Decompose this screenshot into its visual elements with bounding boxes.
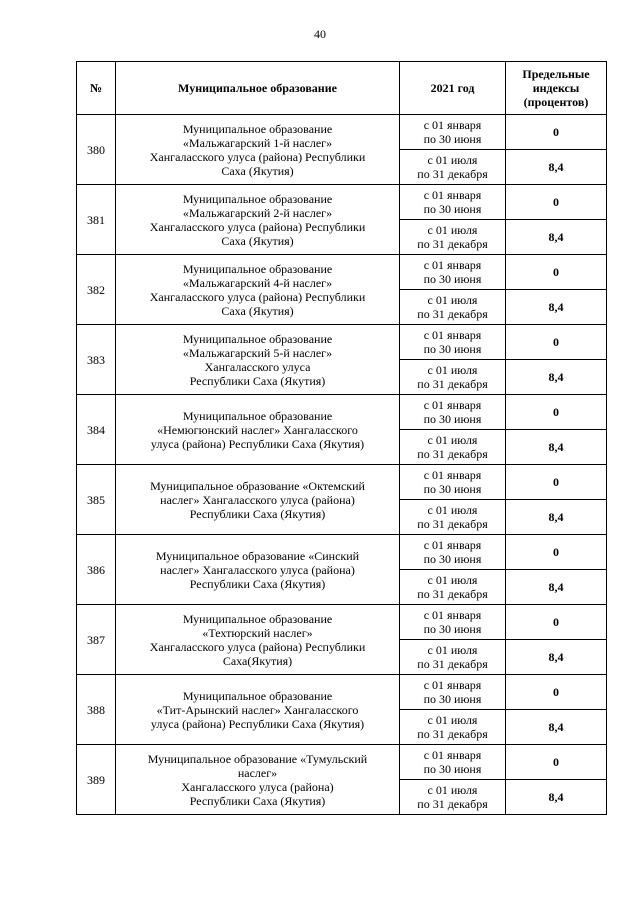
period-line: с 01 января — [423, 608, 482, 622]
municipality-name-line: Муниципальное образование «Октемский — [150, 478, 365, 493]
period-first-half — [400, 185, 506, 220]
municipality-name-line: Хангаласского улуса — [204, 359, 311, 374]
table-row — [77, 395, 607, 430]
period-second-half — [400, 290, 506, 325]
index-first-half: 0 — [506, 255, 607, 290]
header-index-line: индексы — [532, 81, 580, 95]
index-second-half: 8,4 — [506, 290, 607, 325]
period-line: с 01 июля — [427, 433, 478, 447]
table-row — [77, 605, 607, 640]
row-number: 384 — [77, 395, 116, 465]
tariff-index-table — [76, 61, 607, 815]
municipality-name-line: наслег» Хангаласского улуса (района) — [160, 492, 355, 507]
period-second-half — [400, 640, 506, 675]
period-line: с 01 июля — [427, 713, 478, 727]
table-row — [77, 255, 607, 290]
period-first-half — [400, 255, 506, 290]
period-line: с 01 января — [423, 398, 482, 412]
municipality-name-line: Саха (Якутия) — [221, 233, 294, 248]
period-line: с 01 июля — [427, 643, 478, 657]
table-row — [77, 465, 607, 500]
municipality-name — [116, 605, 400, 675]
municipality-name-line: Республики Саха (Якутия) — [189, 373, 326, 388]
period-first-half — [400, 395, 506, 430]
municipality-name-line: Хангаласского улуса (района) Республики — [149, 149, 366, 164]
municipality-name-line: «Мальжагарский 4-й наслег» — [182, 275, 333, 290]
municipality-name — [116, 255, 400, 325]
period-line: по 30 июня — [423, 552, 482, 566]
period-line: по 31 декабря — [417, 657, 488, 671]
period-second-half — [400, 500, 506, 535]
period-second-half — [400, 220, 506, 255]
row-number: 380 — [77, 115, 116, 185]
header-index-line: (процентов) — [523, 95, 589, 109]
row-number: 386 — [77, 535, 116, 605]
period-line: по 30 июня — [423, 692, 482, 706]
table-row — [77, 325, 607, 360]
period-line: с 01 января — [423, 538, 482, 552]
period-line: с 01 июля — [427, 153, 478, 167]
index-second-half: 8,4 — [506, 360, 607, 395]
period-line: по 31 декабря — [417, 517, 488, 531]
period-first-half — [400, 115, 506, 150]
municipality-name-line: Республики Саха (Якутия) — [189, 506, 326, 521]
period-line: с 01 июля — [427, 293, 478, 307]
period-line: по 31 декабря — [417, 727, 488, 741]
header-index — [506, 62, 607, 115]
period-line: с 01 января — [423, 678, 482, 692]
table-row — [77, 115, 607, 150]
period-line: по 31 декабря — [417, 587, 488, 601]
period-line: с 01 июля — [427, 223, 478, 237]
index-first-half: 0 — [506, 185, 607, 220]
period-line: с 01 июля — [427, 503, 478, 517]
period-line: по 31 декабря — [417, 377, 488, 391]
index-second-half: 8,4 — [506, 430, 607, 465]
header-year: 2021 год — [400, 62, 506, 115]
index-first-half: 0 — [506, 465, 607, 500]
municipality-name-line: «Мальжагарский 1-й наслег» — [182, 135, 333, 150]
municipality-name — [116, 185, 400, 255]
row-number: 381 — [77, 185, 116, 255]
municipality-name-line: улуса (района) Республики Саха (Якутия) — [150, 716, 365, 731]
table-row — [77, 745, 607, 780]
municipality-name-line: Хангаласского улуса (района) — [181, 779, 334, 794]
municipality-name-line: Муниципальное образование — [182, 688, 333, 703]
period-line: по 30 июня — [423, 412, 482, 426]
table-row — [77, 185, 607, 220]
index-second-half: 8,4 — [506, 640, 607, 675]
municipality-name-line: Хангаласского улуса (района) Республики — [149, 219, 366, 234]
municipality-name — [116, 745, 400, 815]
row-number: 389 — [77, 745, 116, 815]
municipality-name-line: Муниципальное образование — [182, 121, 333, 136]
municipality-name-line: «Мальжагарский 5-й наслег» — [182, 345, 333, 360]
municipality-name-line: Муниципальное образование «Синский — [155, 548, 360, 563]
period-line: с 01 января — [423, 748, 482, 762]
period-line: с 01 июля — [427, 573, 478, 587]
municipality-name — [116, 115, 400, 185]
period-first-half — [400, 605, 506, 640]
municipality-name — [116, 325, 400, 395]
index-second-half: 8,4 — [506, 570, 607, 605]
period-line: с 01 января — [423, 328, 482, 342]
period-first-half — [400, 535, 506, 570]
page-number: 40 — [314, 27, 326, 41]
index-second-half: 8,4 — [506, 220, 607, 255]
table-row — [77, 535, 607, 570]
municipality-name — [116, 675, 400, 745]
period-line: с 01 января — [423, 258, 482, 272]
index-first-half: 0 — [506, 605, 607, 640]
municipality-name-line: Муниципальное образование — [182, 331, 333, 346]
index-first-half: 0 — [506, 395, 607, 430]
municipality-name-line: Муниципальное образование — [182, 261, 333, 276]
period-line: по 31 декабря — [417, 307, 488, 321]
index-first-half: 0 — [506, 115, 607, 150]
row-number: 385 — [77, 465, 116, 535]
period-line: по 30 июня — [423, 132, 482, 146]
period-second-half — [400, 710, 506, 745]
period-line: по 31 декабря — [417, 167, 488, 181]
period-line: с 01 июля — [427, 363, 478, 377]
period-second-half — [400, 570, 506, 605]
municipality-name — [116, 535, 400, 605]
period-line: по 30 июня — [423, 482, 482, 496]
table-row — [77, 675, 607, 710]
period-line: с 01 января — [423, 188, 482, 202]
municipality-name-line: наслег» Хангаласского улуса (района) — [160, 562, 355, 577]
municipality-name-line: «Тит-Арынский наслег» Хангаласского — [156, 702, 359, 717]
period-second-half — [400, 360, 506, 395]
row-number: 382 — [77, 255, 116, 325]
index-first-half: 0 — [506, 325, 607, 360]
index-second-half: 8,4 — [506, 780, 607, 815]
period-line: по 30 июня — [423, 272, 482, 286]
period-first-half — [400, 465, 506, 500]
municipality-name-line: улуса (района) Республики Саха (Якутия) — [150, 436, 365, 451]
header-municipality: Муниципальное образование — [116, 62, 400, 115]
municipality-name — [116, 395, 400, 465]
municipality-name — [116, 465, 400, 535]
period-line: с 01 января — [423, 118, 482, 132]
table-header-row — [77, 62, 607, 115]
index-first-half: 0 — [506, 745, 607, 780]
period-first-half — [400, 325, 506, 360]
row-number: 388 — [77, 675, 116, 745]
municipality-name-line: «Техтюрский наслег» — [202, 625, 313, 640]
municipality-name-line: Муниципальное образование — [182, 611, 333, 626]
index-second-half: 8,4 — [506, 710, 607, 745]
period-line: по 31 декабря — [417, 797, 488, 811]
index-first-half: 0 — [506, 535, 607, 570]
municipality-name-line: Саха (Якутия) — [221, 303, 294, 318]
period-line: по 31 декабря — [417, 447, 488, 461]
municipality-name-line: Хангаласского улуса (района) Республики — [149, 639, 366, 654]
row-number: 387 — [77, 605, 116, 675]
municipality-name-line: Муниципальное образование — [182, 191, 333, 206]
municipality-name-line: Республики Саха (Якутия) — [189, 576, 326, 591]
header-index-line: Предельные — [522, 67, 590, 81]
period-line: по 30 июня — [423, 202, 482, 216]
municipality-name-line: Саха(Якутия) — [222, 653, 293, 668]
period-second-half — [400, 780, 506, 815]
period-second-half — [400, 430, 506, 465]
period-line: с 01 января — [423, 468, 482, 482]
municipality-name-line: «Мальжагарский 2-й наслег» — [182, 205, 333, 220]
period-line: по 31 декабря — [417, 237, 488, 251]
index-second-half: 8,4 — [506, 500, 607, 535]
period-line: по 30 июня — [423, 622, 482, 636]
period-line: по 30 июня — [423, 762, 482, 776]
municipality-name-line: Муниципальное образование «Тумульский — [147, 751, 368, 766]
header-number: № — [77, 62, 116, 115]
municipality-name-line: «Немюгюнский наслег» Хангаласского — [157, 422, 358, 437]
municipality-name-line: Хангаласского улуса (района) Республики — [149, 289, 366, 304]
municipality-name-line: Саха (Якутия) — [221, 163, 294, 178]
municipality-name-line: Республики Саха (Якутия) — [189, 793, 326, 808]
period-first-half — [400, 745, 506, 780]
index-first-half: 0 — [506, 675, 607, 710]
period-second-half — [400, 150, 506, 185]
municipality-name-line: Муниципальное образование — [182, 408, 333, 423]
period-first-half — [400, 675, 506, 710]
table-body — [77, 115, 607, 815]
index-second-half: 8,4 — [506, 150, 607, 185]
period-line: по 30 июня — [423, 342, 482, 356]
row-number: 383 — [77, 325, 116, 395]
period-line: с 01 июля — [427, 783, 478, 797]
municipality-name-line: наслег» — [237, 765, 278, 780]
